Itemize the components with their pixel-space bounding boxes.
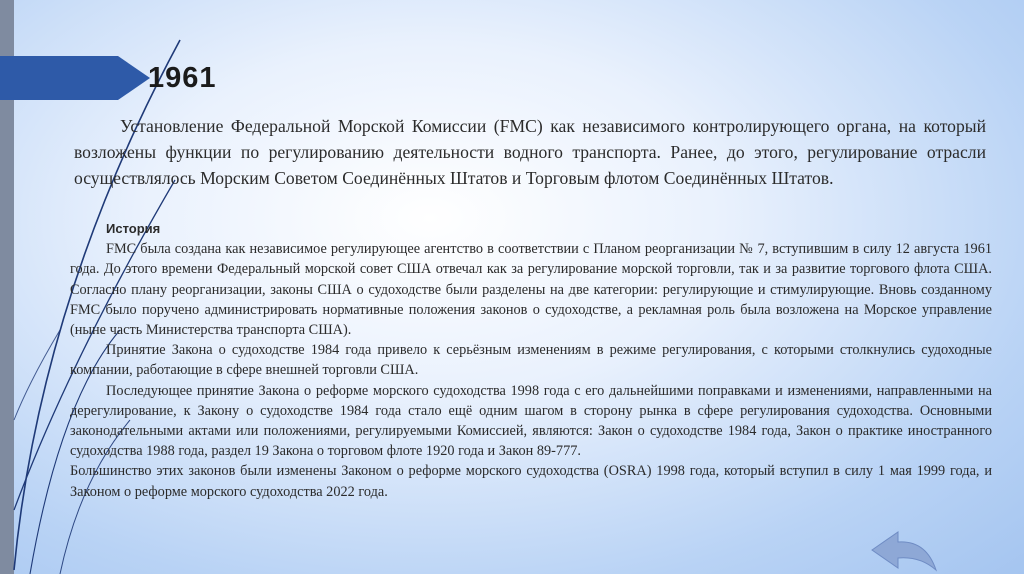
history-paragraph-1: FMC была создана как независимое регулирующее агентство в соответствии с Планом реорганизации № 7, вступившим в силу 12 августа 1961 года. До этого времени Федеральный морской совет США отвечал как за регулирование морской торговли, так и за развитие торгового флота США. Согласно плану реорганизации, законы США о судоходстве были разделены на две категории: регулирующие и стимулирующие. Вновь созданному FMC было поручено администрировать нормативные положения законов о судоходстве, а рекламная роль была возложена на Морское управление (ныне часть Министерства транспорта США). — [70, 241, 992, 339]
back-arrow-icon[interactable] — [868, 530, 940, 574]
history-paragraph-2: Принятие Закона о судоходстве 1984 года привело к серьёзным изменениям в режиме регулирования, с которыми столкнулись судоходные компании, работающие в сфере внешней торговли США. — [70, 342, 992, 379]
history-paragraph-3: Последующее принятие Закона о реформе морского судоходства 1998 года с его дальнейшими поправками и изменениями, направленными на дерегулирование, к Закону о судоходстве 1984 года стало ещё одним шагом в сторону рынка в сфере регулирования судоходства. Основными законодательными актами или положениями, регулируемыми Комиссией, являются: Закон о судоходстве 1984 года, Закон о практике иностранного судоходства 1988 года, раздел 19 Закона о торговом флоте 1920 года и Закон 89-777. — [70, 382, 992, 460]
slide-title: 1961 — [148, 62, 217, 94]
history-paragraph-4: Большинство этих законов были изменены Законом о реформе морского судоходства (OSRA) 1998 года, который вступил в силу 1 мая 1999 года, и Законом о реформе морского судоходства 2022 года. — [70, 463, 992, 500]
title-arrow-shape — [0, 56, 150, 100]
intro-paragraph: Установление Федеральной Морской Комиссии (FMC) как независимого контролирующего органа, на который возложены функции по регулированию деятельности водного транспорта. Ранее, до этого, регулирование отрасли осуществлялось Морским Советом Соединённых Штатов и Торговым флотом Соединённых Штатов. — [74, 116, 986, 188]
history-heading: История — [106, 221, 161, 236]
history-section — [70, 219, 992, 502]
